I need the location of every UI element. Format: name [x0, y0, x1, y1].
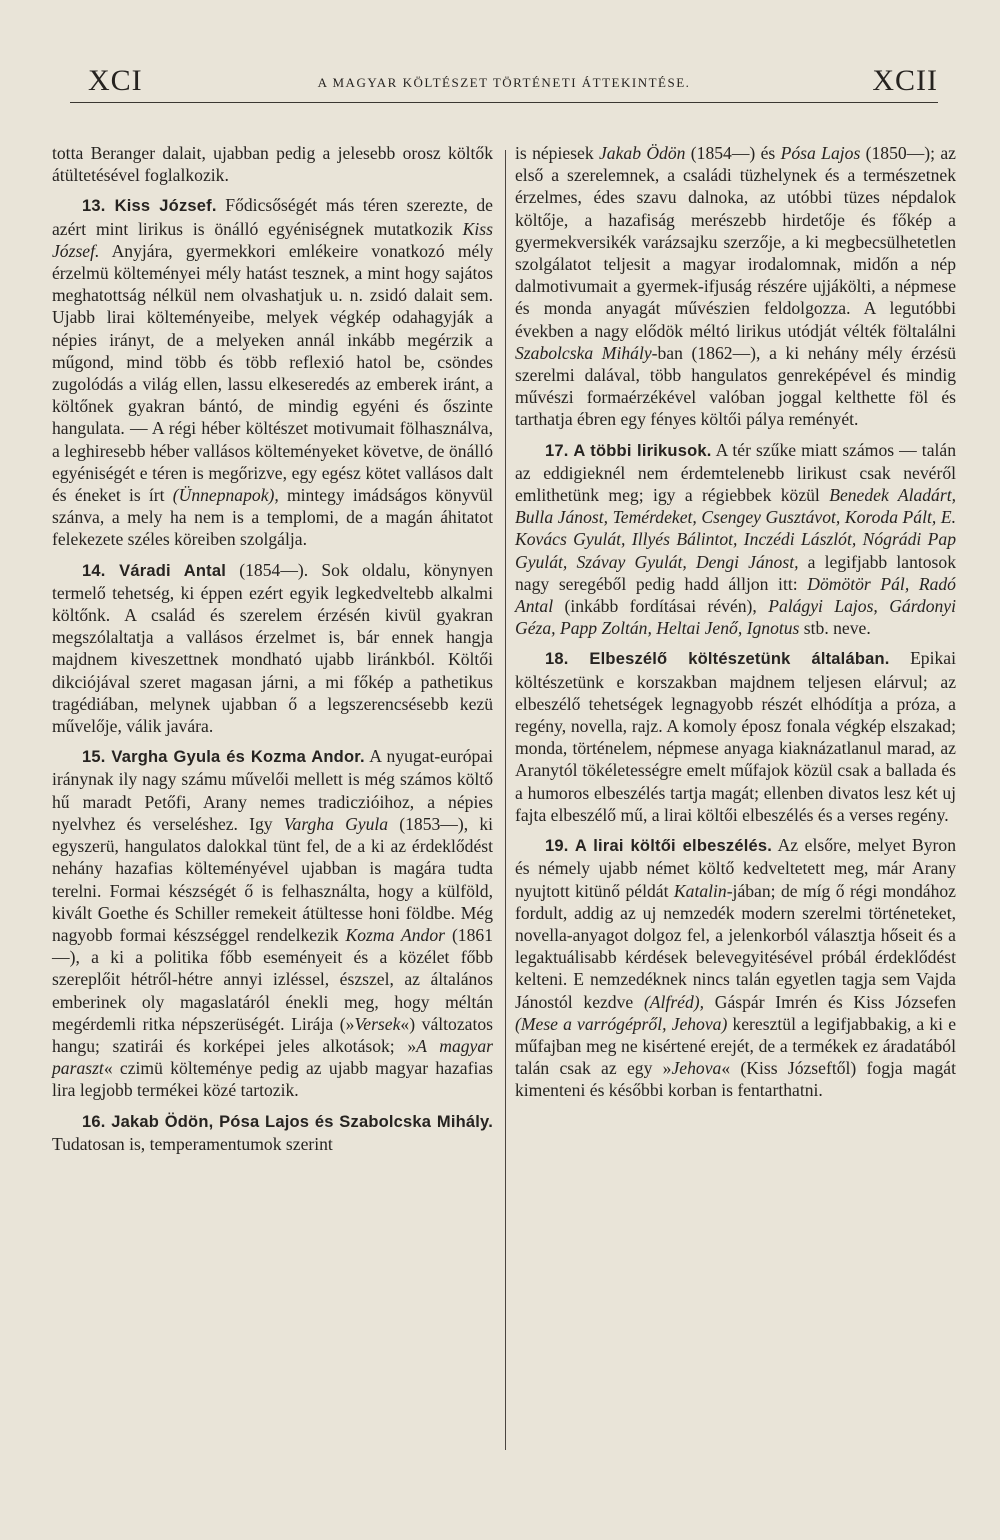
page-header: [70, 62, 938, 103]
italic-title: A magyar paraszt: [52, 1035, 493, 1079]
italic-title: (Alfréd),: [643, 991, 705, 1012]
italic-title: (Ünnepnapok),: [172, 485, 279, 506]
text: Gáspár Imrén és Kiss Józsefen: [704, 991, 956, 1012]
italic-names: Dömötör Pál, Radó Antal: [515, 573, 956, 617]
page-number-right: XCII: [872, 64, 938, 97]
italic-title: Jehova: [671, 1058, 722, 1079]
section-16: [52, 1110, 493, 1155]
text: mintegy imádságos könyvül szánva, a mely ha nem is a templomi, de a magán áhitatot felekezete széles köreiben szolgálja.: [52, 485, 493, 550]
text: stb. neve.: [799, 618, 871, 639]
italic-name: Kiss József.: [52, 218, 493, 261]
text: -jában; de míg ő régi mondához fordult, addig az uj nemzedék modern szerelmi történeteket, novella-anyagot dolgoz fel, a jelenkorból választja hőseit és a legaktuálisabb kérdések belevegyitésével próbál érdeklődést kelteni. E nemzedéknek nincs talán egyetlen tagja sem Vajda Jánostól kezdve: [515, 880, 956, 1012]
page-number-left: XCI: [88, 64, 143, 97]
section-15: [52, 745, 493, 1101]
left-column: [52, 142, 493, 1155]
section-heading-17: 17. A többi lirikusok.: [545, 441, 712, 460]
section-heading-14: 14. Váradi Antal: [82, 561, 227, 580]
text: -ban (1862—), a ki nehány mély érzésü szerelmi dalával, több hangulatos genreképével és mindig művészi formaérzékével valóban joggal kelthette föl és tarthatja ébren egy fényes költői pálya reményét.: [515, 342, 956, 430]
text: (1854—). Sok oldalu, könynyen termelő tehetség, ki éppen ezért egyik legkedveltebb alkalmi költőnk. A család és szerelem érzésén kivül gyakran megszólaltatja a vallásos érzelmet is, bár ennek hangja majdnem kiveszettnek mondható ujabb liránkból. Költői dikciójával szeret magasan járni, a mi főkép a pathetikus tragédiában, melynek ujabban ő a legszerencsésebb kezü művelője, válik javára.: [52, 559, 493, 737]
text: Az elsőre, melyet Byron és némely ujabb német költő kedveltetett meg, már Arany nyujtott kitünő példát: [515, 835, 956, 901]
italic-names: Benedek Aladárt, Bulla Jánost, Temérdeket, Csengey Gusztávot, Koroda Pált, E. Kovács Gyulát, Illyés Bálintot, Inczédi Lászlót, Nógrádi Pap Gyulát, Szávay Gyulát, Dengi Jánost,: [515, 485, 956, 572]
text: «) változatos hangu; szatirái és korképei jeles alkotások; »: [52, 1013, 493, 1056]
section-heading-16: 16. Jakab Ödön, Pósa Lajos és Szabolcska Mihály.: [82, 1112, 493, 1131]
section-heading-19: 19. A lirai költői elbeszélés.: [545, 837, 773, 856]
text: (1854—) és: [685, 143, 781, 163]
text: A tér szűke miatt számos — talán az eddigieknél nem érdemtelenebb lirikust csak nevéről emlithetünk meg; igy a régiebbek közül: [515, 439, 957, 506]
text: Tudatosan is, temperamentumok szerint: [52, 1133, 333, 1154]
italic-title: Katalin: [673, 880, 727, 901]
section-heading-15: 15. Vargha Gyula és Kozma Andor.: [82, 748, 365, 767]
italic-names: Palágyi Lajos, Gárdonyi Géza, Papp Zoltán, Heltai Jenő, Ignotus: [515, 596, 956, 639]
italic-name: Jakab Ödön: [598, 143, 686, 163]
italic-name: Kozma Andor: [345, 924, 446, 945]
text: (1861—), a ki a politika főbb eseményeit és a közélet főbb szereplőit hétről-hétre annyi izléssel, észszel, az általános emberinek oly magaslatáról énekli meg, hogy méltán megérdemli ritka népszerüségét. Lirája (»: [52, 924, 493, 1034]
section-17: [515, 439, 956, 640]
section-19: [515, 834, 956, 1101]
section-18: [515, 647, 956, 826]
section-heading-13: 13. Kiss József.: [82, 197, 217, 216]
text: Epikai költészetünk e korszakban majdnem teljesen elárvul; az elbeszélő tehetségek legnagyobb részét elhódítja a próza, a regény, novella, rajz. A komoly éposz fonala végkép elszakad; monda, történelem, népmese anyaga kiaknázatlanul marad, az Aranytól tökéletességre emelt műfajok közül csak a ballada és a humoros elbeszélés tartja magát; ellenben divatos lesz két uj fajta elbeszélő mű, a lirai költői elbeszélés és a verses regény.: [515, 648, 956, 825]
right-column: [515, 142, 956, 1102]
text: (1853—), ki egyszerü, hangulatos dalokkal tünt fel, de a ki az érdeklődést nehány hazafias költeményével ujabban is magára tudta terelni. Formai készségét ő is felhasználta, hogy a külföld, kivált Goethe és Schiller remekeit átültesse honi földbe. Még nagyobb formai készséggel rendelkezik: [52, 813, 493, 945]
text: Anyjára, gyermekkori emlékeire vonatkozó mély érzelmü költeményei mély hatást tesznek, a mint hogy sajátos meghatottság nélkül nem olvashatjuk u. n. zsidó dalait sem. Ujabb lirai költeményeibe, melyek végkép odahagyják a népies irányt, de a melyeken annál inkább megérzik a műgond, mind több és több reflexió hatol be, csöndes zugolódás a világ ellen, lassu elkeseredés az emberek iránt, a költőnek gyakran bántó, de mindig egyéni és őszinte hangulata. — A régi héber költészet motivumait fölhasználva, a leghiresebb héber vallásos költeményeket követve, de önálló egyéniségét e téren is megőrizve, egy egész kötet vallásos dalt és éneket is írt: [52, 240, 493, 506]
section-13: [52, 194, 493, 550]
italic-title: (Mese a varrógépről, Jehova): [515, 1013, 728, 1034]
section-heading-18: 18. Elbeszélő költészetünk általában.: [545, 650, 890, 669]
text: keresztül a legifjabbakig, a ki e műfajban meg ne kisértené erejét, de a termékek ez áradatából talán csak az egy »: [515, 1013, 956, 1079]
paragraph-continuation: [515, 142, 956, 431]
running-title: A MAGYAR KÖLTÉSZET TÖRTÉNETI ÁTTEKINTÉSE.: [317, 75, 691, 90]
italic-name: Pósa Lajos: [780, 143, 861, 163]
section-14: [52, 559, 493, 738]
column-divider: [505, 150, 506, 1450]
italic-name: Vargha Gyula: [283, 813, 389, 834]
paragraph-continuation: totta Beranger dalait, ujabban pedig a jelesebb orosz költők átültetésével foglalkozik.: [52, 143, 493, 186]
italic-title: Versek: [354, 1013, 401, 1034]
italic-name: Szabolcska Mihály: [515, 342, 652, 363]
text: A nyugat-európai iránynak ily nagy számu művelői mellett is még számos költő hű maradt Petőfi, Arany nemes tradiczióihoz, a népies nyelvhez és verseléshez. Igy: [52, 746, 493, 834]
text: a legifjabb lantosok nagy seregéből pedig hadd álljon itt:: [515, 551, 956, 594]
text: « (Kiss Józseftől) fogja magát kimenteni és későbbi korban is fentarthatni.: [515, 1058, 956, 1101]
text: « czimü költeménye pedig az ujabb magyar hazafias lira legjobb termékei közé tartozik.: [52, 1058, 493, 1101]
text: (1850—); az első a szerelemnek, a családi tüzhelynek és a természetnek érzelmes, édes szavu dalnoka, az utóbbi tüzes népdalok költője, a hazafiság merészebb hirdetője és főkép a gyermekversikék varázsajku szerzője, a ki megbecsülhetetlen szolgálatot teljesit a magyar irodalomnak, midőn a nép dalmotivumait a gyermek-ifjuság részére ujjákölti, a népmese és monda anyagát művészien feldolgozza. A legutóbbi években a nagy elődök méltó lirikus utódját vélték föltalálni: [515, 143, 956, 341]
text: is népiesek: [515, 143, 599, 163]
text: (inkább fordításai révén),: [553, 596, 769, 617]
text: Fődicsőségét más téren szerezte, de azért mint lirikus is önálló egyéniségnek mutatkozik: [52, 195, 493, 239]
